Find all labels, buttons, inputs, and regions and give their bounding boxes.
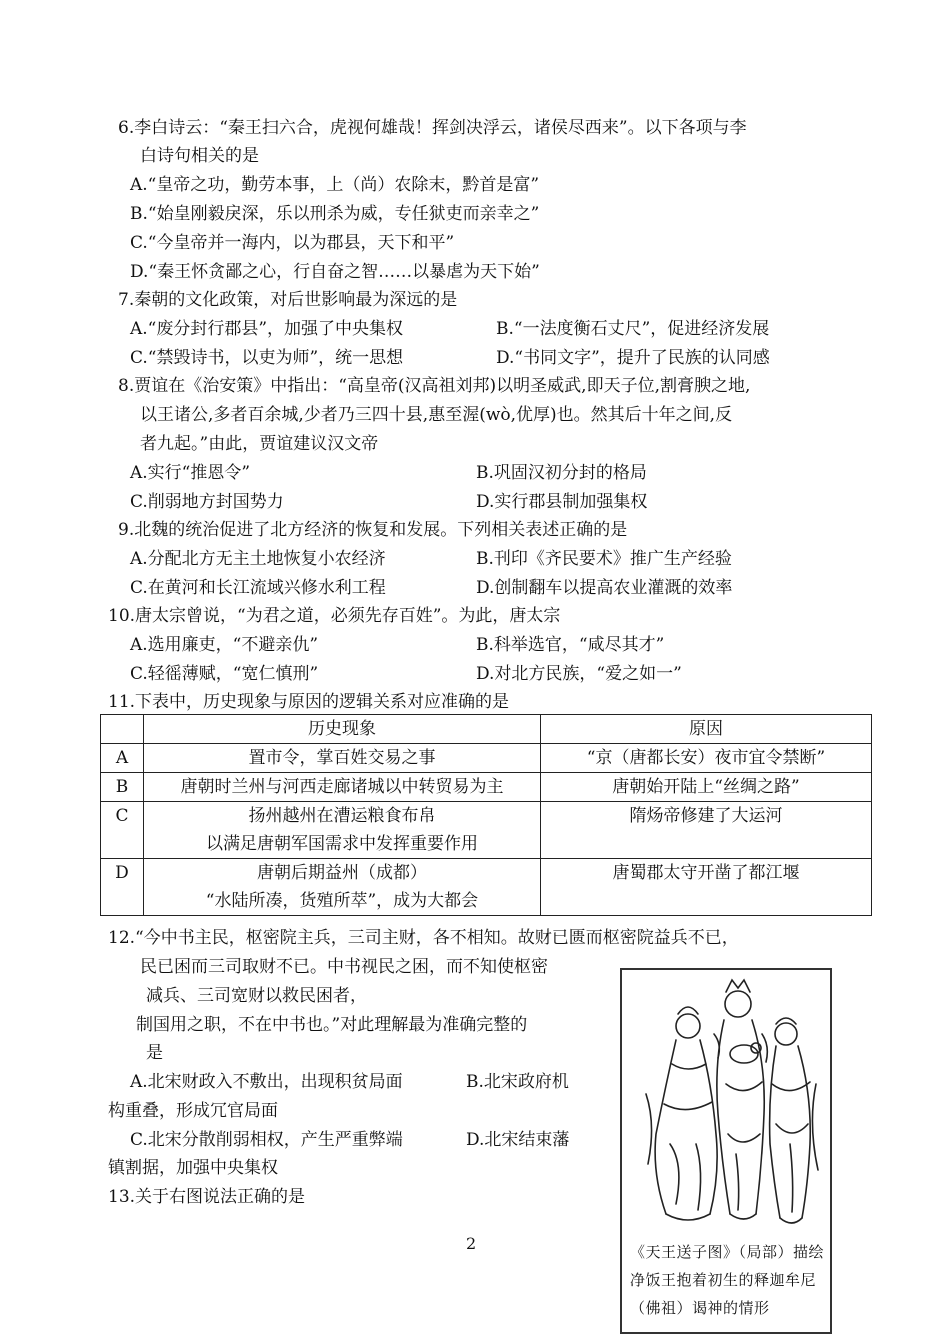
q12-option-d: D.北宋结束藩	[466, 1130, 570, 1150]
row-cause: 唐蜀郡太守开凿了都江堰	[541, 859, 872, 916]
q6-option-b: B.“始皇刚毅戾深，乐以刑杀为威，专任狱吏而亲幸之”	[130, 204, 540, 224]
q7-option-b: B.“一法度衡石丈尺”，促进经济发展	[496, 319, 770, 339]
row-label: B	[101, 773, 144, 802]
q9-stem: 9.北魏的统治促进了北方经济的恢复和发展。下列相关表述正确的是	[118, 520, 628, 540]
q12-stem-line1: 12.“今中书主民，枢密院主兵，三司主财，各不相知。故财已匮而枢密院益兵不已，	[108, 928, 739, 948]
q8-stem-line3: 者九起。”由此，贾谊建议汉文帝	[140, 434, 379, 454]
table-header-label	[101, 715, 144, 744]
q10-stem: 10.唐太宗曾说，“为君之道，必须先存百姓”。为此，唐太宗	[108, 606, 561, 626]
q7-stem: 7.秦朝的文化政策，对后世影响最为深远的是	[118, 290, 458, 310]
q8-option-c: C.削弱地方封国势力	[130, 492, 284, 512]
q10-option-d: D.对北方民族，“爱之如一”	[476, 664, 682, 684]
row-phenomenon	[144, 773, 541, 802]
figure-illustration-icon	[626, 974, 826, 1232]
q8-option-b: B.巩固汉初分封的格局	[476, 463, 647, 483]
q12-option-b-cont: 构重叠，形成冗官局面	[108, 1101, 278, 1121]
row-phenomenon-line: 置市令，掌百姓交易之事	[248, 748, 436, 768]
row-phenomenon	[144, 744, 541, 773]
q12-option-d-cont: 镇割据，加强中央集权	[108, 1158, 278, 1178]
q12-stem-line2: 民已困而三司取财不已。中书视民之困，而不知使枢密	[140, 957, 548, 977]
q6-option-c: C.“今皇帝并一海内，以为郡县，天下和平”	[130, 233, 455, 253]
row-label: D	[101, 859, 144, 916]
row-phenomenon-line: “水陆所凑，货殖所萃”，成为大都会	[205, 891, 479, 911]
row-label: C	[101, 802, 144, 859]
row-cause: 隋炀帝修建了大运河	[541, 802, 872, 859]
row-phenomenon	[144, 859, 541, 916]
table-header-phenomenon: 历史现象	[144, 715, 541, 744]
row-phenomenon-line: 扬州越州在漕运粮食布帛	[248, 806, 436, 826]
row-phenomenon	[144, 802, 541, 859]
row-phenomenon-line: 以满足唐朝军国需求中发挥重要作用	[206, 834, 478, 854]
row-phenomenon-line: 唐朝后期益州（成都）	[257, 863, 427, 883]
table-header-row	[101, 715, 872, 744]
q6-stem-line2: 白诗句相关的是	[140, 146, 259, 166]
q9-option-b: B.刊印《齐民要术》推广生产经验	[476, 549, 732, 569]
q12-option-a: A.北宋财政入不敷出，出现积贫局面	[130, 1072, 403, 1092]
q7-option-a: A.“废分封行郡县”，加强了中央集权	[130, 319, 404, 339]
q8-option-a: A.实行“推恩令”	[130, 463, 251, 483]
q9-option-a: A.分配北方无主土地恢复小农经济	[130, 549, 386, 569]
q12-stem-line4: 制国用之职，不在中书也。”对此理解最为准确完整的	[136, 1015, 528, 1035]
q6-option-d: D.“秦王怀贪鄙之心，行自奋之智……以暴虐为天下始”	[130, 262, 540, 282]
table-row	[101, 802, 872, 859]
q8-stem-line1: 8.贾谊在《治安策》中指出：“高皇帝(汉高祖刘邦)以明圣威武,即天子位,割膏腴之地,	[118, 376, 751, 396]
q8-option-d: D.实行郡县制加强集权	[476, 492, 648, 512]
q12-option-b: B.北宋政府机	[466, 1072, 569, 1092]
q10-option-c: C.轻徭薄赋，“宽仁慎刑”	[130, 664, 319, 684]
q10-option-a: A.选用廉吏，“不避亲仇”	[130, 635, 319, 655]
q10-option-b: B.科举选官，“咸尽其才”	[476, 635, 665, 655]
page-number: 2	[466, 1234, 477, 1253]
row-cause: “京（唐都长安）夜市宜令禁断”	[541, 744, 872, 773]
figure-caption: 《天王送子图》（局部）描绘净饭王抱着初生的释迦牟尼（佛祖）谒神的情形	[630, 1243, 825, 1317]
table-row	[101, 859, 872, 916]
q8-stem-line2: 以王诸公,多者百余城,少者乃三四十县,惠至渥(wò,优厚)也。然其后十年之间,反	[140, 405, 733, 425]
history-table	[100, 714, 872, 916]
row-phenomenon-line: 唐朝时兰州与河西走廊诸城以中转贸易为主	[180, 777, 504, 797]
q12-stem-line3: 减兵、三司宽财以救民困者，	[146, 986, 367, 1006]
q12-stem-line5: 是	[146, 1043, 163, 1063]
q11-stem: 11.下表中，历史现象与原因的逻辑关系对应准确的是	[108, 692, 510, 712]
q7-option-c: C.“禁毁诗书，以吏为师”，统一思想	[130, 348, 404, 368]
q7-option-d: D.“书同文字”，提升了民族的认同感	[496, 348, 770, 368]
table-row	[101, 744, 872, 773]
q9-option-d: D.创制翻车以提高农业灌溉的效率	[476, 578, 733, 598]
q6-stem-line1: 6.李白诗云：“秦王扫六合，虎视何雄哉！挥剑决浮云，诸侯尽西来”。以下各项与李	[118, 118, 747, 138]
q12-option-c: C.北宋分散削弱相权，产生严重弊端	[130, 1130, 403, 1150]
row-label: A	[101, 744, 144, 773]
q9-option-c: C.在黄河和长江流域兴修水利工程	[130, 578, 386, 598]
figure-frame	[620, 968, 832, 1334]
q13-stem: 13.关于右图说法正确的是	[108, 1187, 306, 1207]
table-header-cause: 原因	[541, 715, 872, 744]
q6-option-a: A.“皇帝之功，勤劳本事，上（尚）农除末，黔首是富”	[130, 175, 540, 195]
table-row	[101, 773, 872, 802]
row-cause: 唐朝始开陆上“丝绸之路”	[541, 773, 872, 802]
